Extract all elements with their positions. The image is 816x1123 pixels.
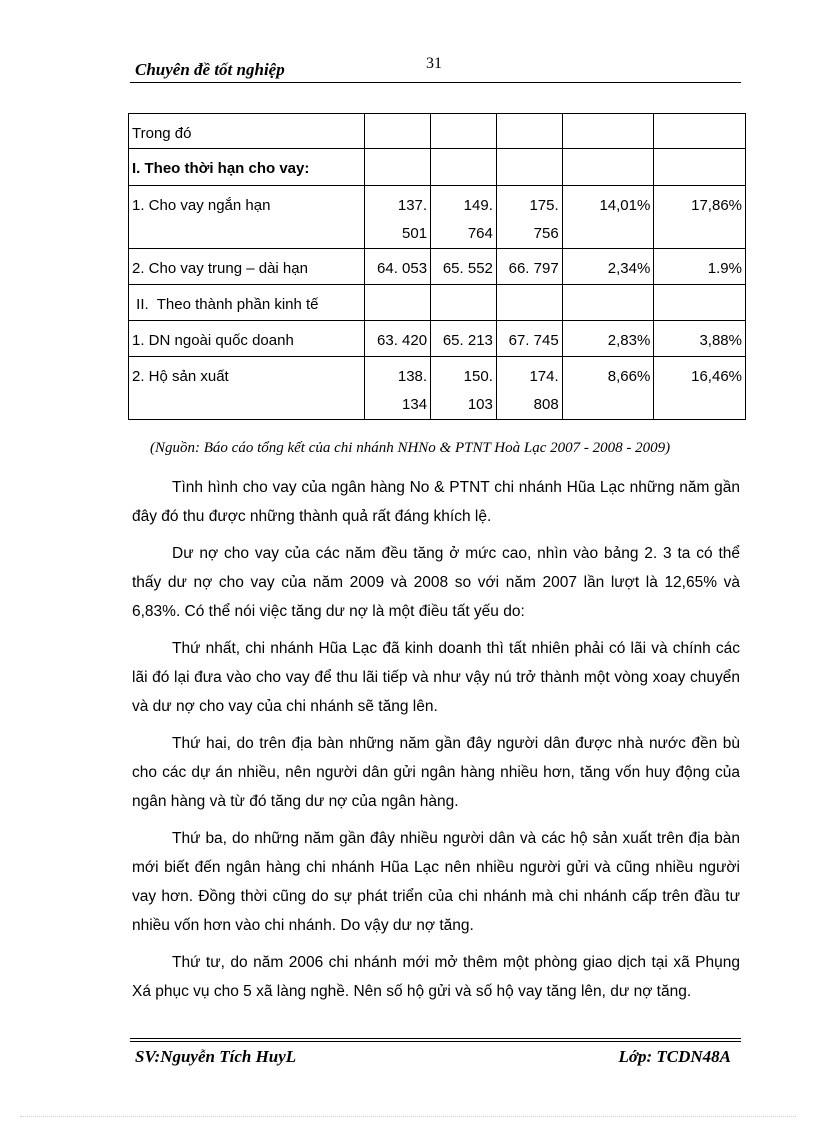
cell: 137. 501 (365, 186, 431, 249)
header-title: Chuyên đề tốt nghiệp (135, 60, 285, 79)
cell: 1.9% (654, 249, 746, 285)
footer-rule-thin (130, 1041, 741, 1042)
cell (562, 114, 654, 149)
cell (365, 285, 431, 321)
row-label: Trong đó (129, 114, 365, 149)
cell: 63. 420 (365, 321, 431, 357)
body-text (132, 473, 740, 1014)
table-row (129, 357, 746, 420)
cell: 66. 797 (496, 249, 562, 285)
cell: 174. 808 (496, 357, 562, 420)
row-label: 2. Cho vay trung – dài hạn (129, 249, 365, 285)
cell (431, 149, 497, 186)
cell (365, 149, 431, 186)
cell: 8,66% (562, 357, 654, 420)
paragraph: Dư nợ cho vay của các năm đều tăng ở mức cao, nhìn vào bảng 2. 3 ta có thể thấy dư nợ cho vay của năm 2009 và 2008 so với năm 2007 lần lượt là 12,65% và 6,83%. Có thể nói việc tăng dư nợ là một điều tất yếu do: (132, 545, 740, 620)
table-row (129, 249, 746, 285)
footer-rule (130, 1038, 741, 1039)
row-label: 1. Cho vay ngắn hạn (129, 186, 365, 249)
cell: 65. 552 (431, 249, 497, 285)
cell: 2,83% (562, 321, 654, 357)
table-row (129, 149, 746, 186)
table-row (129, 114, 746, 149)
cell: 3,88% (654, 321, 746, 357)
cell (654, 285, 746, 321)
page-number: 31 (426, 55, 442, 72)
section-heading: I. Theo thời hạn cho vay: (129, 149, 365, 186)
paragraph: Thứ ba, do những năm gần đây nhiều người dân và các hộ sản xuất trên địa bàn mới biết đến ngân hàng chi nhánh Hũa Lạc nên nhiều người gửi và cũng nhiều người vay hơn. Đồng thời cũng do sự phát triển của chi nhánh mà chi nhánh cấp trên đầu tư nhiều vốn hơn vào chi nhánh. Do vậy dư nợ tăng. (132, 830, 740, 934)
cell (365, 114, 431, 149)
cell: 150. 103 (431, 357, 497, 420)
table-row (129, 321, 746, 357)
page-edge (20, 1116, 796, 1117)
cell (431, 285, 497, 321)
footer-student: SV:Nguyễn Tích HuyL (135, 1047, 297, 1066)
cell: 138. 134 (365, 357, 431, 420)
cell (562, 149, 654, 186)
cell: 149. 764 (431, 186, 497, 249)
cell (431, 114, 497, 149)
cell: 17,86% (654, 186, 746, 249)
paragraph: Tình hình cho vay của ngân hàng No & PTNT chi nhánh Hũa Lạc những năm gần đây đó thu được những thành quả rất đáng khích lệ. (132, 479, 740, 525)
loan-table (128, 113, 746, 420)
source-note: (Nguồn: Báo cáo tổng kết của chi nhánh NHNo & PTNT Hoà Lạc 2007 - 2008 - 2009) (150, 440, 671, 456)
cell (562, 285, 654, 321)
cell: 65. 213 (431, 321, 497, 357)
paragraph: Thứ nhất, chi nhánh Hũa Lạc đã kinh doanh thì tất nhiên phải có lãi và chính các lãi đó lại đưa vào cho vay để thu lãi tiếp và như vậy nú trở thành một vòng xoay chuyển và dư nợ cho vay của chi nhánh sẽ tăng lên. (132, 640, 740, 715)
cell: 14,01% (562, 186, 654, 249)
section-heading: II. Theo thành phần kinh tế (129, 285, 365, 321)
footer-class: Lớp: TCDN48A (618, 1047, 731, 1066)
cell: 64. 053 (365, 249, 431, 285)
header-rule (130, 82, 741, 83)
paragraph: Thứ tư, do năm 2006 chi nhánh mới mở thêm một phòng giao dịch tại xã Phụng Xá phục vụ cho 5 xã làng nghề. Nên số hộ gửi và số hộ vay tăng lên, dư nợ tăng. (132, 954, 740, 1000)
cell: 2,34% (562, 249, 654, 285)
table-row (129, 285, 746, 321)
row-label: 1. DN ngoài quốc doanh (129, 321, 365, 357)
cell: 67. 745 (496, 321, 562, 357)
cell (496, 285, 562, 321)
paragraph: Thứ hai, do trên địa bàn những năm gần đây người dân được nhà nước đền bù cho các dự án nhiều, nên người dân gửi ngân hàng nhiều hơn, tăng vốn huy động của ngân hàng và từ đó tăng dư nợ của ngân hàng. (132, 735, 740, 810)
table-row (129, 186, 746, 249)
cell (654, 149, 746, 186)
cell: 16,46% (654, 357, 746, 420)
cell (496, 149, 562, 186)
row-label: 2. Hộ sản xuất (129, 357, 365, 420)
cell (654, 114, 746, 149)
cell: 175. 756 (496, 186, 562, 249)
cell (496, 114, 562, 149)
